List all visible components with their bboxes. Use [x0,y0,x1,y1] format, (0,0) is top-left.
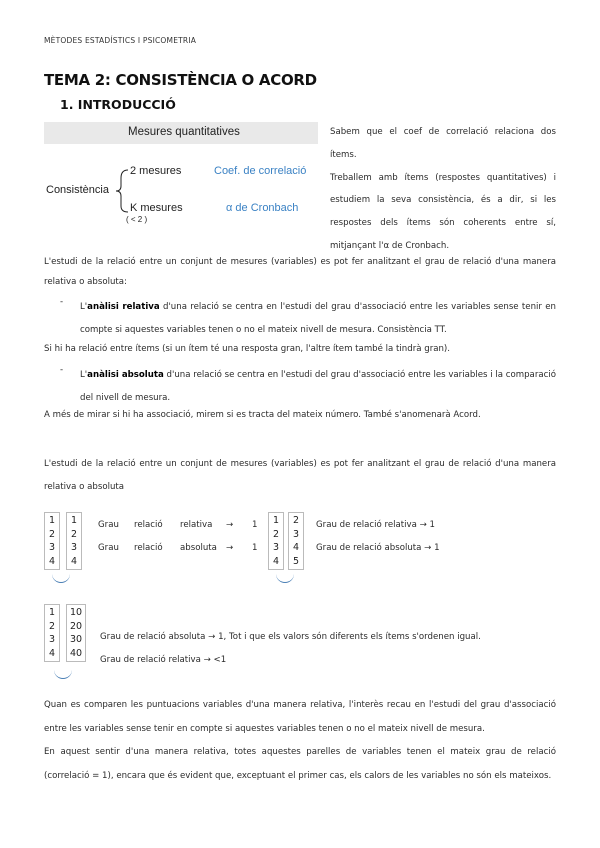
coef-correlation: Coef. de correlació [214,165,307,177]
bullet-absoluta [80,364,556,410]
text-line: (correlació = 1), encara que és evident que, exceptuant el primer cas, els calors de les variables no són els mateixos. [44,770,552,781]
column-a [44,512,60,570]
column-a [268,512,284,570]
cell: 4 [70,555,78,567]
word: Grau [98,543,119,553]
text-line: relativa o absoluta [44,482,125,492]
cell: 30 [69,634,83,645]
column-b [66,512,82,570]
bullet-text: d'una relació se centra en l'estudi del grau d'associació entre les variables sense tenir en [159,302,556,312]
cell: 3 [48,542,56,553]
side-paragraph [330,121,556,258]
text-line: relativa o absoluta: [44,277,127,287]
cell: 1 [48,607,56,618]
text-line [80,364,556,387]
cell: 3 [48,634,56,645]
cell: 1 [70,515,78,526]
cell: 20 [69,620,83,632]
consistencia-label: Consistència [46,184,109,196]
cell: 2 [48,528,56,540]
cell: 4 [48,555,56,567]
cell: 4 [272,555,280,567]
column-a [44,604,60,662]
cell: 2 [272,528,280,540]
word: absoluta [180,543,217,553]
bullet-relativa [80,296,556,342]
cell: 2 [292,515,300,526]
bullet-dash: - [60,297,64,307]
side-line: ítems. [330,149,357,160]
text-line: En aquest sentir d'una manera relativa, totes aquestes parelles de variables tenen el mateix grau de relació [44,747,556,757]
cell: 3 [70,542,78,553]
arc-arrow-icon [54,668,72,679]
text-line [80,296,556,319]
cell: 1 [48,515,56,526]
word: 1 [252,520,258,530]
cell: 3 [272,542,280,553]
cell: 4 [48,647,56,659]
arrow-icon: → [226,543,234,553]
page-header: MÈTODES ESTADÍSTICS I PSICOMETRIA [44,36,197,45]
text-line: Quan es comparen les puntuacions variables d'una manera relativa, l'interès recau en l'estudi del grau d'associació [44,700,556,710]
bullet-prefix: L' [80,370,88,380]
text-line: L'estudi de la relació entre un conjunt de mesures (variables) es pot fer analitzant el grau de relació d'una manera [44,459,556,469]
word: Grau [98,520,119,530]
word: 1 [252,543,258,553]
repeat-paragraph [44,453,556,499]
cell: 40 [69,647,83,659]
cell: 2 [70,528,78,540]
page-title: TEMA 2: CONSISTÈNCIA O ACORD [44,71,317,89]
ex2-row2: Grau de relació absoluta → 1 [316,543,440,553]
column-b [288,512,304,570]
k-measures: K mesures [130,202,183,214]
ex2-row1: Grau de relació relativa → 1 [316,520,436,530]
figure-header [44,122,318,144]
cell: 3 [292,528,300,540]
items-line: Si hi ha relació entre ítems (si un ítem té una resposta gran, l'altre ítem també la tindrà gran). [44,344,451,354]
cell: 10 [69,607,83,618]
acord-line: A més de mirar si hi ha associació, mirem si es tracta del mateix número. També s'anomenarà Acord. [44,410,481,420]
intro-paragraph [44,252,556,292]
word: relació [134,520,163,530]
side-line: respostes dels ítems són coherents entre sí, [330,218,556,229]
cell: 2 [48,620,56,632]
cell: 5 [292,555,300,567]
word: relació [134,543,163,553]
figure-header-label: Mesures quantitatives [128,126,240,138]
two-measures: 2 mesures [130,165,182,177]
bold-term: anàlisi absoluta [87,370,164,380]
text-line: del nivell de mesura. [80,393,171,403]
text-line: compte si aquestes variables tenen o no el mateix nivell de mesura. Consistència TT. [80,325,447,335]
arc-arrow-icon [52,572,70,583]
text-line: L'estudi de la relació entre un conjunt de mesures (variables) es pot fer analitzant el grau de relació d'una manera [44,257,556,267]
bullet-text: d'una relació se centra en l'estudi del grau d'associació entre les variables i la comparació [163,370,556,380]
cronbach-alpha: α de Cronbach [226,202,299,214]
measures-figure [44,120,318,232]
bold-term: anàlisi relativa [87,302,160,312]
side-line: Sabem que el coef de correlació relaciona dos [330,127,556,137]
arrow-icon: → [226,520,234,530]
column-b [66,604,86,662]
cell: 4 [292,542,300,553]
text-line: entre les variables sense tenir en compte si aquestes variables tenen o no el mateix nivell de mesura. [44,723,485,734]
bullet-prefix: L' [80,302,88,312]
side-line: Treballem amb ítems (respostes quantitatives) i [330,172,556,183]
ex3-row1: Grau de relació absoluta → 1, Tot i que els valors són diferents els ítems s'ordenen igual. [100,632,481,642]
side-line: mitjançant l'α de Cronbach. [330,240,450,251]
bullet-dash: - [60,365,64,375]
side-line: estudiem la seva consistència, és a dir, si les [330,195,556,206]
section-heading: 1. INTRODUCCIÓ [60,97,176,112]
ex3-row2: Grau de relació relativa → <1 [100,655,227,665]
cell: 1 [272,515,280,526]
arc-arrow-icon [276,572,294,583]
closing-paragraph [44,694,556,788]
word: relativa [180,520,213,530]
k-note: ( < 2 ) [126,215,148,224]
